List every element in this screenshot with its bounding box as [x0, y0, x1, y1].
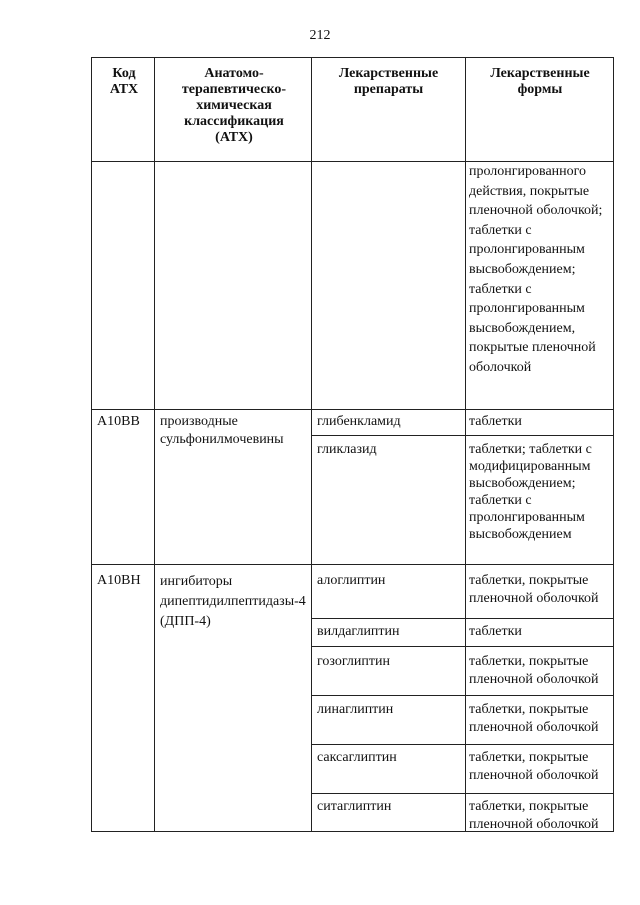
drug-name: алоглиптин [317, 573, 386, 588]
drug-name: гликлазид [317, 442, 377, 457]
drug-name: саксаглиптин [317, 750, 397, 765]
drug-forms: таблетки; таблетки с модифицированным высвобождением; таблетки с пролонгированным высвобождением [469, 442, 592, 542]
col-divider [154, 58, 155, 831]
drug-forms: таблетки, покрытые пленочной оболочкой [469, 799, 599, 832]
group-classification: ингибиторы дипептидилпептидазы-4 (ДПП-4) [160, 574, 306, 629]
row-divider [311, 435, 613, 436]
header-forms: Лекарственные формы [490, 66, 590, 97]
col-divider [465, 58, 466, 831]
row-divider [311, 695, 613, 696]
continuation-forms: пролонгированного действия, покрытые пленочной оболочкой; таблетки с пролонгированным высвобождением; таблетки с пролонгированным высвобождением, покрытые пленочной оболочкой [469, 164, 603, 375]
drug-forms: таблетки [469, 414, 522, 429]
drug-name: гозоглиптин [317, 654, 390, 669]
header-drugs: Лекарственные препараты [338, 66, 439, 97]
drug-forms: таблетки, покрытые пленочной оболочкой [469, 573, 599, 606]
drug-name: глибенкламид [317, 414, 401, 429]
group-classification: производные сульфонилмочевины [160, 414, 284, 447]
drug-forms: таблетки [469, 624, 522, 639]
row-divider [311, 646, 613, 647]
drug-table [91, 57, 614, 832]
drug-name: ситаглиптин [317, 799, 392, 814]
row-divider [311, 793, 613, 794]
drug-forms: таблетки, покрытые пленочной оболочкой [469, 702, 599, 735]
page-number: 212 [309, 28, 331, 43]
header-code: Код АТХ [109, 66, 139, 97]
group-code: A10BH [97, 573, 141, 588]
row-divider [92, 409, 613, 410]
drug-name: вилдаглиптин [317, 624, 400, 639]
header-classification: Анатомо-терапевтическо-химическая классификация (АТХ) [181, 66, 287, 145]
drug-name: линаглиптин [317, 702, 394, 717]
drug-forms: таблетки, покрытые пленочной оболочкой [469, 750, 599, 783]
group-code: A10BB [97, 414, 140, 429]
row-divider [311, 618, 613, 619]
col-divider [311, 58, 312, 831]
row-divider [92, 564, 613, 565]
row-divider [311, 744, 613, 745]
drug-forms: таблетки, покрытые пленочной оболочкой [469, 654, 599, 687]
